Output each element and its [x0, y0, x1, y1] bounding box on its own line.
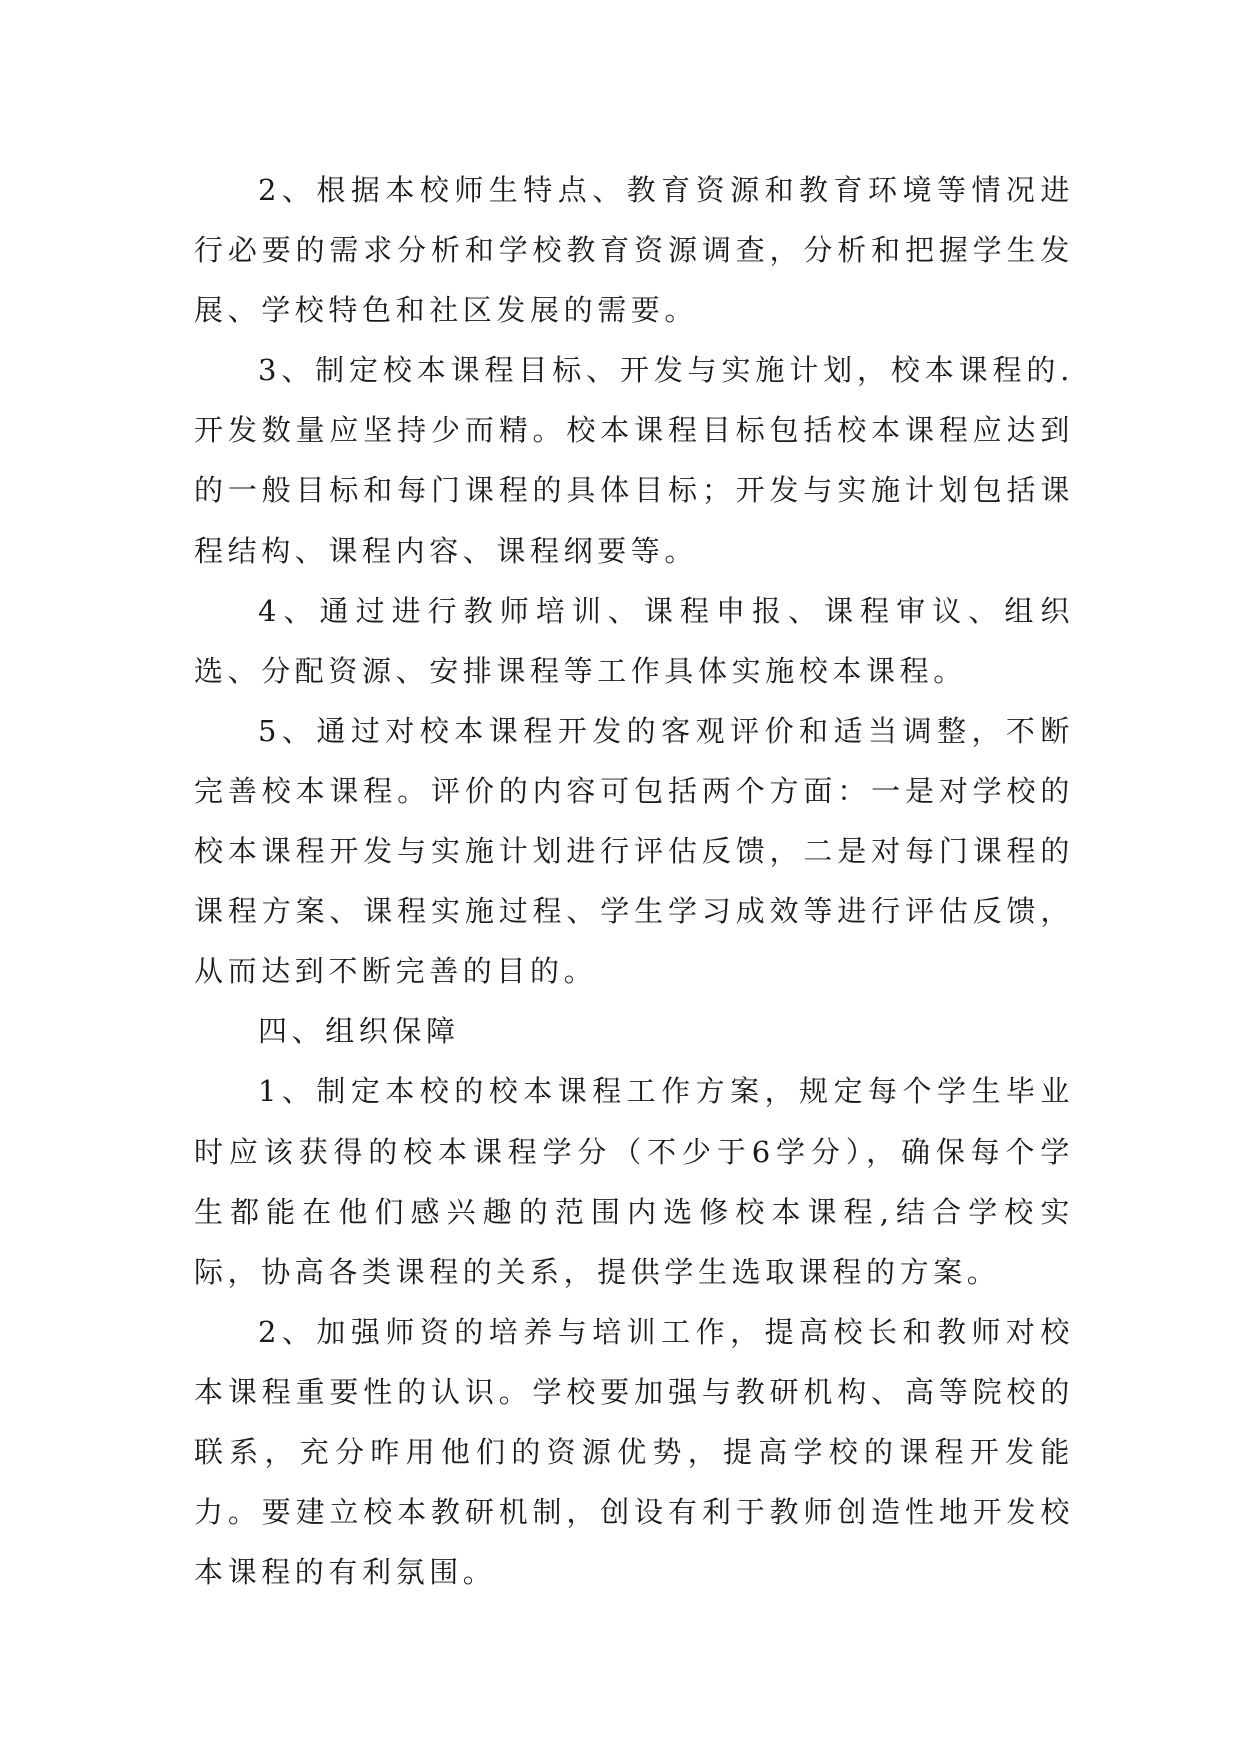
paragraph-item-5: 5、通过对校本课程开发的客观评价和适当调整，不断完善校本课程。评价的内容可包括两个方面：一是对学校的校本课程开发与实施计划进行评估反馈，二是对每门课程的课程方案、课程实施过程、学生学习成效等进行评估反馈，从而达到不断完善的目的。 — [194, 713, 1074, 989]
paragraph-guarantee-1: 1、制定本校的校本课程工作方案，规定每个学生毕业时应该获得的校本课程学分（不少于6学分），确保每个学生都能在他们感兴趣的范围内选修校本课程,结合学校实际，协高各类课程的关系，提供学生选取课程的方案。 — [194, 1074, 1074, 1289]
document-body — [194, 160, 1074, 1602]
paragraph-item-4: 4、通过进行教师培训、课程申报、课程审议、组织选、分配资源、安排课程等工作具体实施校本课程。 — [194, 593, 1074, 688]
paragraph-item-2: 2、根据本校师生特点、教育资源和教育环境等情况进行必要的需求分析和学校教育资源调查，分析和把握学生发展、学校特色和社区发展的需要。 — [194, 173, 1074, 328]
paragraph-guarantee-2: 2、加强师资的培养与培训工作，提高校长和教师对校本课程重要性的认识。学校要加强与教研机构、高等院校的联系，充分昨用他们的资源优势，提高学校的课程开发能力。要建立校本教研机制，创设有利于教师创造性地开发校本课程的有利氛围。 — [194, 1314, 1074, 1590]
paragraph-item-3: 3、制定校本课程目标、开发与实施计划，校本课程的.开发数量应坚持少而精。校本课程目标包括校本课程应达到的一般目标和每门课程的具体目标；开发与实施计划包括课程结构、课程内容、课程纲要等。 — [194, 353, 1074, 568]
section-heading: 四、组织保障 — [258, 1014, 460, 1049]
